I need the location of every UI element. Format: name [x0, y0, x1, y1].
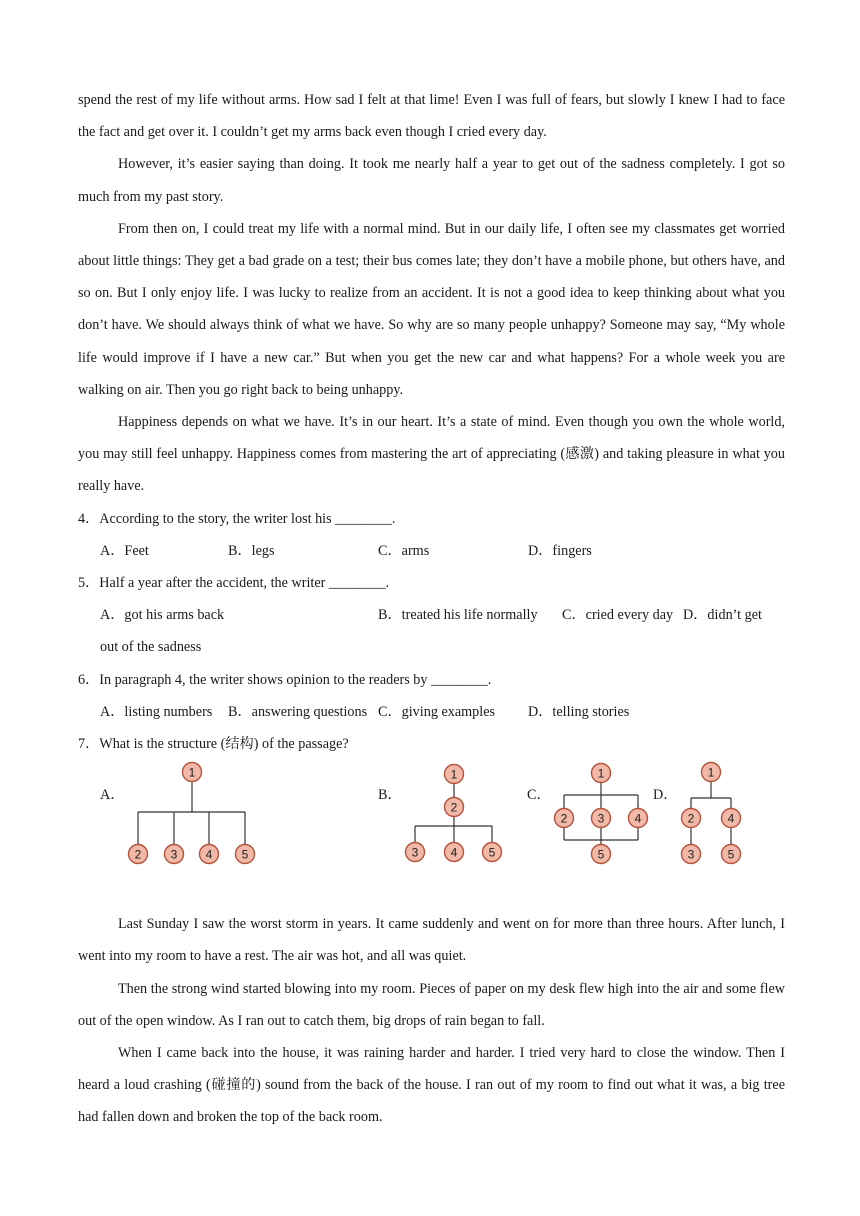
- question-text: According to the story, the writer lost his ________.: [99, 510, 396, 527]
- svg-text:1: 1: [188, 765, 196, 780]
- structure-diagram-canvas: [78, 760, 785, 908]
- option-a[interactable]: A．listing numbers: [100, 703, 213, 720]
- svg-text:2: 2: [450, 800, 458, 815]
- option-c[interactable]: C．giving examples: [378, 703, 496, 720]
- passage1-paragraph-1: spend the rest of my life without arms. How sad I felt at that lime! Even I was full of fears, but slowly I knew I had to face the fact and get over it. I couldn’t get my arms back even though I cried every day.: [78, 92, 785, 141]
- question-number: 6．: [78, 671, 100, 688]
- svg-text:1: 1: [707, 765, 715, 780]
- svg-text:3: 3: [687, 847, 695, 862]
- question-text: In paragraph 4, the writer shows opinion to the readers by ________.: [99, 671, 492, 688]
- diagram-a-node-5: [236, 845, 255, 864]
- diagram-c-node-2: [555, 809, 574, 828]
- svg-text:5: 5: [488, 845, 496, 860]
- svg-text:3: 3: [170, 847, 178, 862]
- question-5: [78, 567, 785, 599]
- diagram-d-node-5: [722, 845, 741, 864]
- svg-text:4: 4: [450, 845, 458, 860]
- diagram-d-node-2: [682, 809, 701, 828]
- option-a[interactable]: A．Feet: [100, 542, 149, 559]
- diagram-b-node-1: [445, 765, 464, 784]
- svg-text:2: 2: [134, 847, 142, 862]
- diagram-d-node-4: [722, 809, 741, 828]
- diagram-a-node-4: [200, 845, 219, 864]
- passage2-paragraph-2: Then the strong wind started blowing into my room. Pieces of paper on my desk flew high into the air and some flew out of the open window. As I ran out to catch them, big drops of rain began to fall.: [78, 980, 785, 1029]
- structure-diagrams: [78, 760, 785, 908]
- diagram-d-node-3: [682, 845, 701, 864]
- svg-text:5: 5: [241, 847, 249, 862]
- diagram-c-node-5: [592, 845, 611, 864]
- option-d[interactable]: D．: [653, 787, 678, 804]
- question-4-options: [78, 535, 785, 567]
- passage1-paragraph-3: From then on, I could treat my life with a normal mind. But in our daily life, I often see my classmates get worried about little things: They get a bad grade on a test; their bus comes late; they don’t have a mobile phone, but others have, and so on. But I only enjoy life. I was lucky to realize from an accident. It is not a good idea to keep thinking about what you don’t have. We should always think of what we have. So why are so many people unhappy? Someone may say, “My whole life would improve if I have a new car.” But when you get the new car and what happens? For a whole week you are walking on air. Then you go right back to being unhappy.: [78, 220, 785, 398]
- svg-text:2: 2: [560, 811, 568, 826]
- option-c[interactable]: C．arms: [378, 542, 430, 559]
- passage1-paragraph-4: Happiness depends on what we have. It’s in our heart. It’s a state of mind. Even though you own the whole world, you may still feel unhappy. Happiness comes from mastering the art of appreciating (感激) and taking pleasure in what you really have.: [78, 414, 785, 495]
- question-number: 5．: [78, 575, 100, 592]
- question-number: 4．: [78, 510, 100, 527]
- svg-text:1: 1: [450, 767, 458, 782]
- option-c[interactable]: C．cried every day: [562, 607, 674, 624]
- option-a[interactable]: A．: [100, 787, 125, 804]
- option-c[interactable]: C．: [527, 787, 551, 804]
- option-d-continuation: out of the sadness: [100, 639, 202, 656]
- diagram-a-node-3: [165, 845, 184, 864]
- diagram-b-node-4: [445, 843, 464, 862]
- question-7: [78, 728, 785, 760]
- option-d[interactable]: D．telling stories: [528, 703, 630, 720]
- passage1-paragraph-2: However, it’s easier saying than doing. It took me nearly half a year to get out of the sadness completely. I got so much from my past story.: [78, 156, 785, 205]
- passage2-paragraph-1: Last Sunday I saw the worst storm in years. It came suddenly and went on for more than three hours. After lunch, I went into my room to have a rest. The air was hot, and all was quiet.: [78, 916, 785, 965]
- diagram-c-node-3: [592, 809, 611, 828]
- diagram-d-node-1: [702, 763, 721, 782]
- question-text: Half a year after the accident, the writer ________.: [99, 575, 390, 592]
- option-b[interactable]: B．answering questions: [228, 703, 368, 720]
- svg-text:4: 4: [727, 811, 735, 826]
- svg-text:3: 3: [597, 811, 605, 826]
- option-d[interactable]: D．didn’t get: [683, 607, 762, 624]
- svg-text:1: 1: [597, 766, 605, 781]
- diagram-a-node-1: [183, 763, 202, 782]
- svg-text:5: 5: [727, 847, 735, 862]
- question-number: 7．: [78, 736, 100, 753]
- question-6: [78, 664, 785, 696]
- diagram-b-node-3: [406, 843, 425, 862]
- diagram-b-node-5: [483, 843, 502, 862]
- option-d[interactable]: D．fingers: [528, 542, 592, 559]
- passage2-paragraph-3: When I came back into the house, it was raining harder and harder. I tried very hard to close the window. Then I heard a loud crashing (碰撞的) sound from the back of the house. I ran out of my room to find out what it was, a big tree had fallen down and broken the top of the back room.: [78, 1045, 785, 1126]
- option-a[interactable]: A．got his arms back: [100, 607, 225, 624]
- svg-text:5: 5: [597, 847, 605, 862]
- svg-text:4: 4: [205, 847, 213, 862]
- svg-text:4: 4: [634, 811, 642, 826]
- svg-text:3: 3: [411, 845, 419, 860]
- option-b[interactable]: B．treated his life normally: [378, 607, 538, 624]
- diagram-c-node-4: [629, 809, 648, 828]
- question-4: [78, 503, 785, 535]
- diagram-a-node-2: [129, 845, 148, 864]
- question-6-options: [78, 696, 785, 728]
- question-5-options: [78, 599, 785, 631]
- diagram-c-node-1: [592, 764, 611, 783]
- question-text: What is the structure (结构) of the passage?: [99, 736, 349, 753]
- document-page: [78, 84, 785, 1134]
- diagram-b-node-2: [445, 798, 464, 817]
- option-b[interactable]: B．: [378, 787, 402, 804]
- svg-text:2: 2: [687, 811, 695, 826]
- option-b[interactable]: B．legs: [228, 542, 275, 559]
